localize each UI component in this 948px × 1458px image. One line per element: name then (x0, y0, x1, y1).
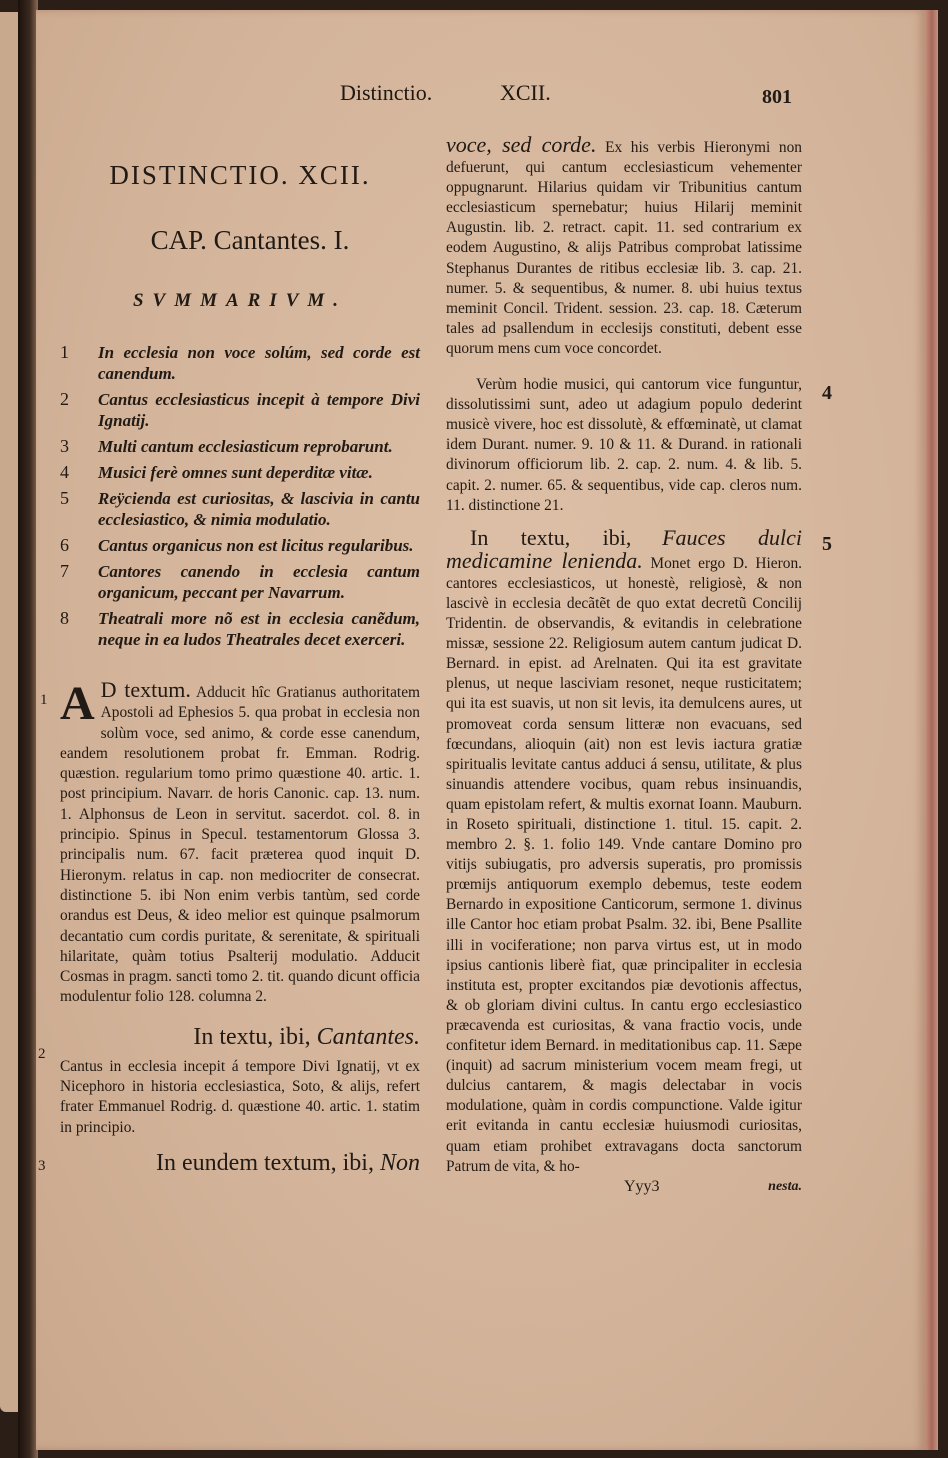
drop-cap: A (60, 677, 95, 730)
page-fore-edge (926, 10, 938, 1450)
heading-italic: Non (379, 1149, 420, 1176)
book-gutter (18, 0, 38, 1458)
margin-number: 5 (822, 532, 832, 555)
item-text: Cantores canendo in ecclesia cantum organicum, peccant per Navarrum. (98, 562, 420, 602)
heading-plain: In eundem textum, ibi, (156, 1149, 374, 1176)
summarium-item (60, 389, 420, 431)
item-number: 3 (60, 436, 69, 456)
paragraph-text: Cantus in ecclesia incepit á tempore Divi Ignatij, vt ex Nicephoro in historia ecclesiastica, Soto, & alijs, refert frater Emmanuel Rodrig. d. quæstione 40. artic. 1. statim in principio. (60, 1057, 420, 1136)
margin-number: 4 (822, 382, 832, 405)
summarium-list (60, 342, 420, 650)
summarium-item (60, 608, 420, 650)
commentary-paragraph-4 (446, 375, 832, 516)
paragraph-text: Monet ergo D. Hieron. cantores ecclesiasticos, ut honestè, religiosè, & non lascivè in ecclesia decãtẽt de quo extat decretũ Concilij Tridentin. de observandis, & evitandis in celebratione missæ, sessione 22. Religiosum autem cantum judicat D. Bernard. in epist. ad Arelnaten. Qui ita est gravitate plenus, ut neque lasciviam resonet, neque rusticitatem; qui ita est suavis, ut non sit levis, ita demulcens aures, ut promoveat corda sensum litteræ non evacuans, sed fœcundans, alioquin (ait) non est levis iactura gratiæ spiritualis levitate cantus adduci á sensu, utilitate, & plus sinuandis attendere vocibus, quam rebus insinuandis, quam epistolam refert, & multis exornat Ioann. Mauburn. in Roseto spirituali, distinctione 1. titul. 15. capit. 2. membro 2. §. 1. folio 149. Vnde cantare Domino pro vitijs subiugatis, pro adversis superatis, pro promissis prœmijs antiquorum exemplo debemus, teste eodem Bernardo in expositione Canticorum, sermone 1. divinus ille Cantor hoc etiam probat Psalm. 32. ibi, Bene Psallite illi in vociferatione; non parva virtus est, ut in modo ipsius cantionis liberè fiat, quæ principaliter in ecclesia instituta est, propter excitandos piæ devotionis affectus, & ob gloriam divini cultus. In cantu ergo ecclesiastico præcavenda est curiositas, & vana fractio vocis, unde confitetur idem Bernard. in meditationibus cap. 11. Sæpe (inquit) ad sacrum ministerium vocem meam fregi, ut dulcius cantarem, & magis delectabar in vocis modulatione, quàm in cordis compunctione. Valde igitur erit evitanda in cantu ecclesiæ huiusmodi curiositas, quam etiam prohibet extravagans docta sanctorum Patrum de vita, & ho- (446, 554, 802, 1175)
commentary-paragraph-5 (446, 524, 832, 1177)
running-head-numeral: XCII. (500, 80, 551, 105)
item-text: Musici ferè omnes sunt deperditæ vitæ. (98, 463, 373, 482)
heading-italic: Cantantes. (316, 1023, 420, 1050)
distinctio-title: DISTINCTIO. XCII. (109, 160, 371, 190)
commentary-paragraph-3 (38, 1149, 420, 1177)
paragraph-text: Verùm hodie musici, qui cantorum vice funguntur, dissolutissimi sunt, adeo ut adagium populo dederint musicè vivere, hoc est dissolutè, & effœminatè, ut clamat idem Durant. numer. 9. 10 & 11. & Durand. in rationali divinorum officiorum lib. 2. cap. 2. num. 4. & lib. 5. capit. 2. numer. 65. & sequentibus, vide cap. cleros num. 11. distinctione 21. (446, 376, 802, 514)
item-number: 4 (60, 462, 69, 482)
continued-paragraph (446, 132, 802, 359)
item-text: Reÿcienda est curiositas, & lascivia in cantu ecclesiastico, & nimia modulatio. (98, 489, 420, 529)
item-number: 7 (60, 561, 69, 581)
item-number: 2 (60, 389, 69, 409)
heading-italic: Fauces dulci medicamine lenienda. (446, 524, 802, 573)
left-column (38, 150, 420, 1183)
running-head-title: Distinctio. (340, 80, 433, 105)
paragraph-text: Ex his verbis Hieronymi non defuerunt, qui cantum ecclesiasticum vehementer oppugnarunt. Hilarius quidam vir Tribunitius cantum ecclesiasticum spernebatur; huius Hilarij meminit Augustin. lib. 2. retract. capit. 11. sed contrarium ex eodem Augustino, & alijs Patribus comprobat latissime Stephanus Durantes de ritibus ecclesiæ lib. 3. cap. 21. numer. 5. & sequentibus, & numer. 8. ubi huius textus meminit Concil. Trident. session. 23. cap. 18. Cæterum tales ad psallendum in ecclesijs constituti, debent esse quorum mens cum voce concordet. (446, 139, 802, 357)
item-number: 1 (60, 342, 69, 362)
section-heading (60, 1150, 420, 1177)
item-text: Theatrali more nõ est in ecclesia canẽdum, neque in ea ludos Theatrales decet exerceri. (98, 609, 420, 649)
margin-number: 3 (38, 1157, 46, 1174)
item-text: Multi cantum ecclesiasticum reprobarunt. (98, 437, 393, 456)
summarium-item (60, 342, 420, 384)
commentary-paragraph-2 (38, 1023, 420, 1138)
margin-number: 1 (40, 692, 48, 708)
section-heading (60, 1024, 420, 1051)
summarium-item (60, 488, 420, 530)
summarium-item (60, 436, 420, 457)
item-text: Cantus organicus non est licitus regularibus. (98, 536, 414, 555)
heading-plain: In textu, ibi, (193, 1023, 311, 1050)
item-number: 6 (60, 535, 69, 555)
margin-number: 2 (38, 1045, 46, 1062)
previous-page-edge (0, 12, 18, 1412)
heading-plain: In textu, ibi, (470, 524, 632, 550)
continued-heading: voce, sed corde. (446, 132, 597, 157)
item-text: In ecclesia non voce solúm, sed corde est canendum. (98, 343, 420, 383)
page-footer (446, 1177, 802, 1199)
paragraph-text: Adducit hîc Gratianus authoritatem Apostoli ad Ephesios 5. qua probat in ecclesia non solùm voce, sed animo, & corde esse canendum, eandem resolutionem probat fr. Emman. Rodrig. quæstion. regularium tomo primo quæstione 40. artic. 1. post principium. Navarr. de horis Canonic. cap. 13. num. 1. Alphonsus de Leon in servitut. sacerdot. col. 8. in principio. Spinus in Specul. testamentorum Glossa 3. principalis num. 67. facit præterea quod inquit D. Hieronym. relatus in cap. non mediocriter de consecrat. distinctione 5. ibi Non enim verbis tantùm, sed corde orandus est Deus, & ideo melior est quinque psalmorum decantatio cum cordis puritate, & serenitate, & spirituali hilaritate, quàm totius Psalterij modulatio. Adducit Cosmas in pragm. sancti tomo 2. tit. quando dicunt officia modulentur folio 128. columna 2. (60, 684, 420, 1006)
signature-mark: Yyy3 (624, 1177, 660, 1195)
summarium-item (60, 535, 420, 556)
item-number: 8 (60, 608, 69, 628)
item-text: Cantus ecclesiasticus incepit à tempore Divi Ignatij. (98, 390, 420, 430)
running-head (340, 80, 551, 106)
spacer (446, 359, 802, 375)
commentary-paragraph-1 (40, 677, 420, 1008)
item-number: 5 (60, 488, 69, 508)
summarium-title: SVMMARIVM. (132, 290, 348, 311)
paragraph-lead: D textum. (100, 677, 191, 702)
chapter-title: CAP. Cantantes. I. (150, 225, 350, 255)
summarium-item (60, 561, 420, 603)
page-number: 801 (762, 86, 792, 108)
right-column (446, 132, 832, 1199)
summarium-item (60, 462, 420, 483)
catchword: nesta. (768, 1178, 802, 1194)
